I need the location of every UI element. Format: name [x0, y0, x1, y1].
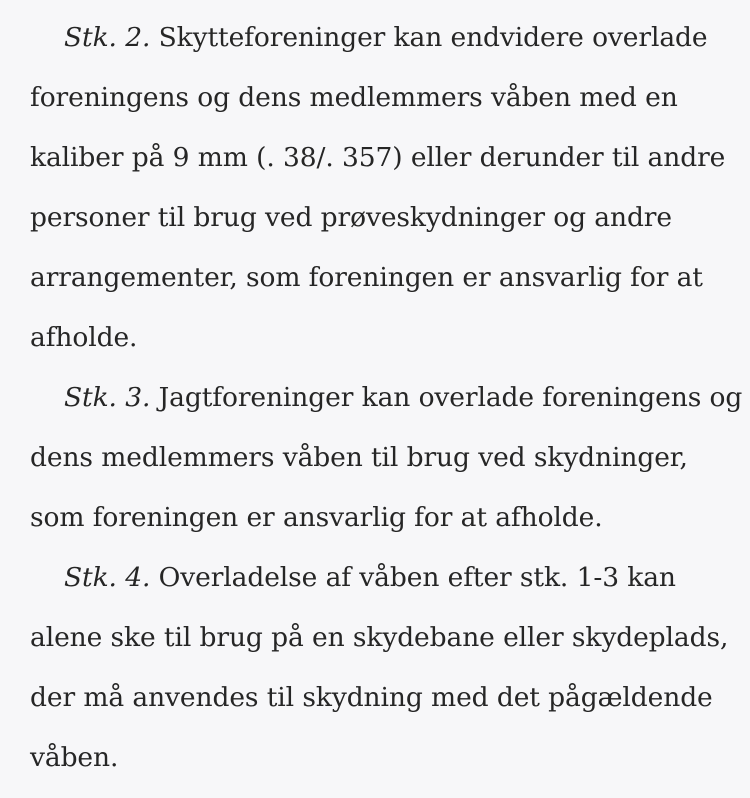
- paragraph-first-line: [30, 368, 743, 428]
- paragraph-line: arrangementer, som foreningen er ansvarlig for at: [30, 262, 703, 293]
- paragraph-text: Jagtforeninger kan overlade foreningens og: [150, 382, 743, 413]
- paragraph-line: der må anvendes til skydning med det pågældende: [30, 682, 713, 713]
- stk-label: Stk. 4.: [64, 562, 151, 593]
- paragraph-line: våben.: [30, 742, 119, 773]
- paragraph-first-line: [30, 8, 720, 68]
- stk-label: Stk. 3.: [64, 382, 151, 413]
- paragraph-line: foreningens og dens medlemmers våben med en: [30, 82, 678, 113]
- paragraph-line: dens medlemmers våben til brug ved skydninger,: [30, 442, 688, 473]
- paragraph-text: Overladelse af våben efter stk. 1-3 kan: [150, 562, 676, 593]
- paragraph-line: som foreningen er ansvarlig for at afholde.: [30, 502, 603, 533]
- paragraph-line: personer til brug ved prøveskydninger og andre: [30, 202, 672, 233]
- stk-label: Stk. 2.: [64, 22, 151, 53]
- paragraph-line: kaliber på 9 mm (. 38/. 357) eller derunder til andre: [30, 142, 726, 173]
- paragraph-line: afholde.: [30, 322, 138, 353]
- paragraph-line: alene ske til brug på en skydebane eller skydeplads,: [30, 622, 729, 653]
- paragraph-stk-4: [30, 548, 729, 788]
- paragraph-stk-2: [30, 8, 726, 368]
- paragraph-stk-3: [30, 368, 743, 548]
- paragraph-first-line: [30, 548, 720, 608]
- paragraph-text: Skytteforeninger kan endvidere overlade: [150, 22, 708, 53]
